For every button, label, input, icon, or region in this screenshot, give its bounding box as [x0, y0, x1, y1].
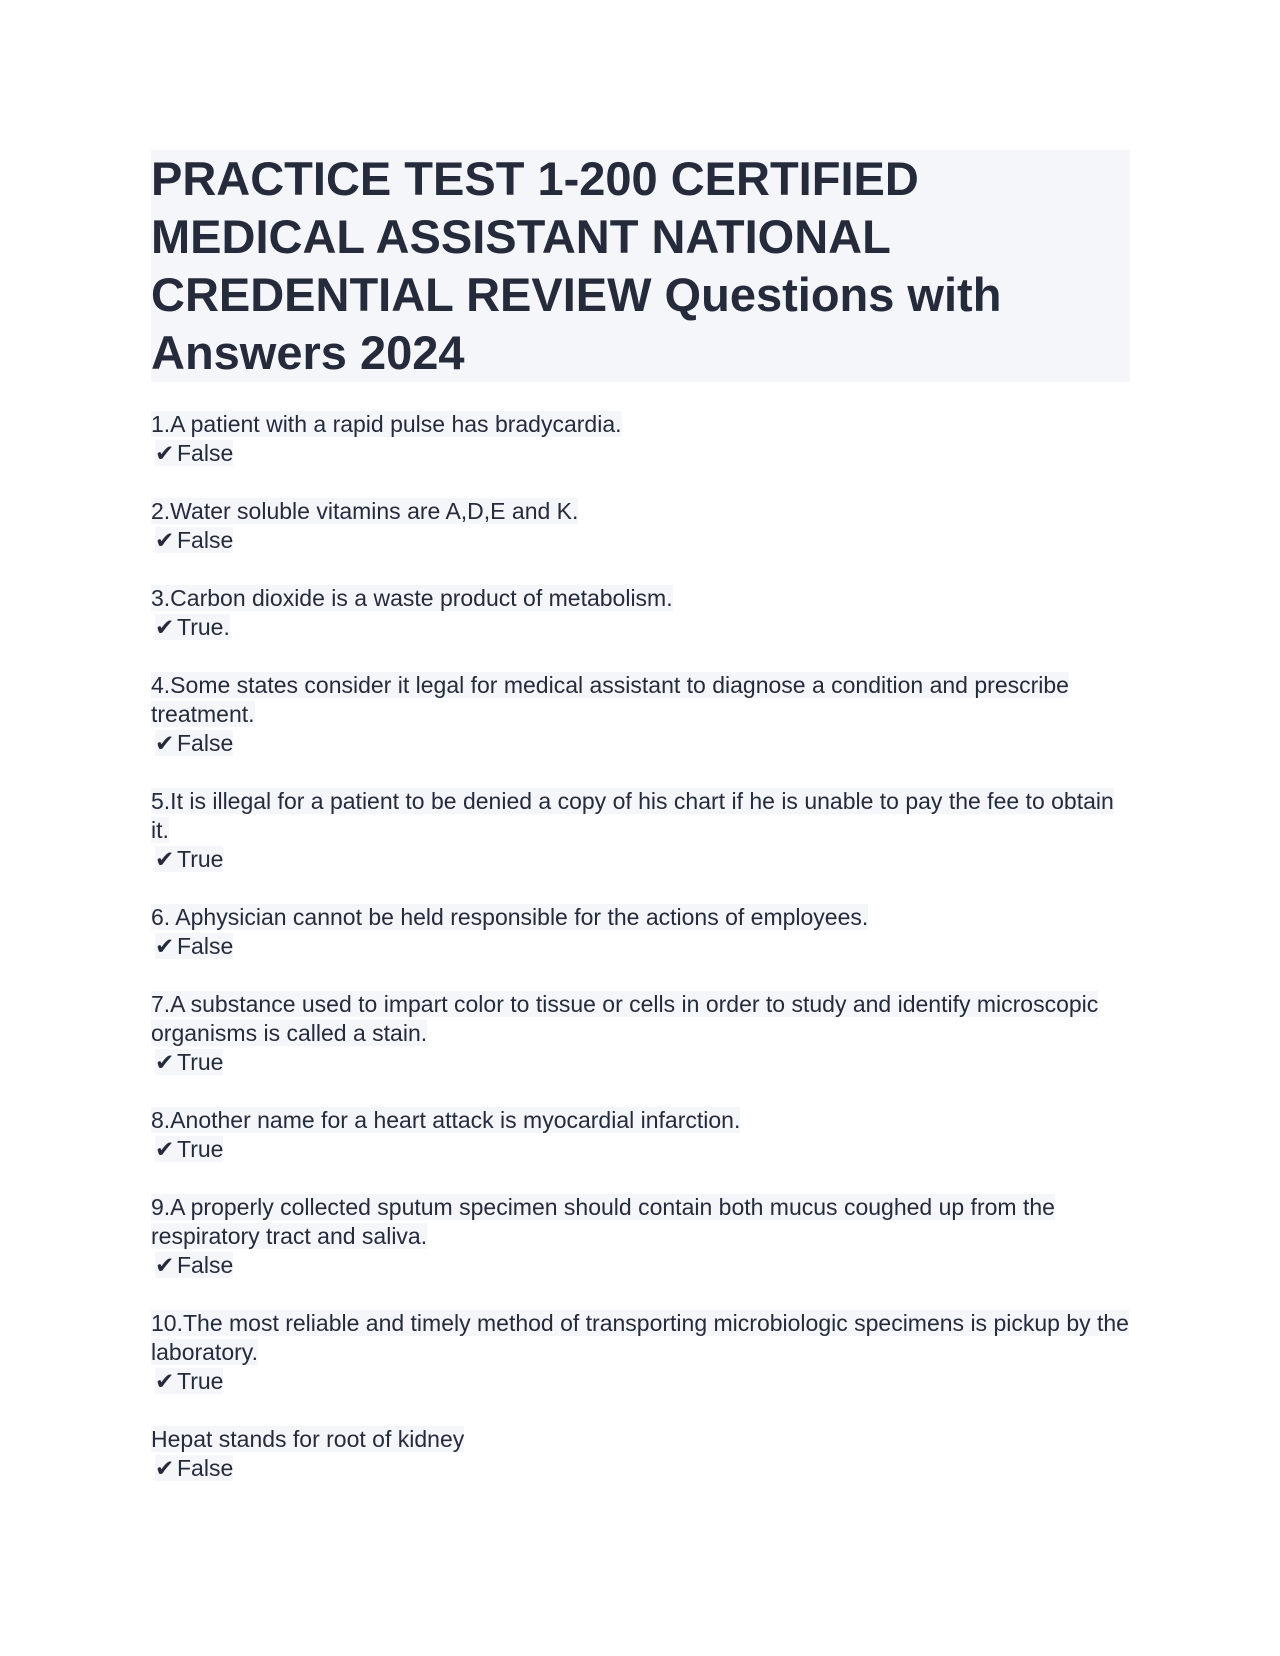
- answer-text: False: [177, 933, 234, 959]
- question-text: 2.Water soluble vitamins are A,D,E and K.: [151, 498, 579, 524]
- question-text: 10.The most reliable and timely method of transporting microbiologic specimens is pickup by the laboratory.: [151, 1310, 1129, 1365]
- question-text: 4.Some states consider it legal for medical assistant to diagnose a condition and prescribe treatment.: [151, 672, 1069, 727]
- checkmark-icon: ✔: [155, 1136, 175, 1162]
- title-block: [151, 150, 1130, 382]
- question-text: Hepat stands for root of kidney: [151, 1426, 465, 1452]
- answer-text: False: [177, 1455, 234, 1481]
- checkmark-icon: ✔: [155, 1252, 175, 1278]
- qa-item: [151, 1106, 1130, 1164]
- question-text: 7.A substance used to impart color to tissue or cells in order to study and identify microscopic organisms is called a stain.: [151, 991, 1099, 1046]
- answer-text: False: [177, 440, 234, 466]
- answer-text: False: [177, 1252, 234, 1278]
- checkmark-icon: ✔: [155, 1368, 175, 1394]
- answer-text: True: [177, 1136, 224, 1162]
- qa-item: [151, 671, 1130, 758]
- qa-item: [151, 787, 1130, 874]
- question-text: 6. Aphysician cannot be held responsible for the actions of employees.: [151, 904, 869, 930]
- question-text: 9.A properly collected sputum specimen should contain both mucus coughed up from the respiratory tract and saliva.: [151, 1194, 1055, 1249]
- checkmark-icon: ✔: [155, 614, 175, 640]
- checkmark-icon: ✔: [155, 440, 175, 466]
- qa-item: [151, 1425, 1130, 1483]
- checkmark-icon: ✔: [155, 846, 175, 872]
- question-text: 5.It is illegal for a patient to be denied a copy of his chart if he is unable to pay the fee to obtain it.: [151, 788, 1114, 843]
- qa-item: [151, 584, 1130, 642]
- answer-text: True: [177, 846, 224, 872]
- checkmark-icon: ✔: [155, 527, 175, 553]
- checkmark-icon: ✔: [155, 933, 175, 959]
- qa-list: [151, 410, 1130, 1483]
- qa-item: [151, 903, 1130, 961]
- document-title: PRACTICE TEST 1-200 CERTIFIED MEDICAL ASSISTANT NATIONAL CREDENTIAL REVIEW Questions with Answers 2024: [151, 152, 1002, 379]
- answer-text: True.: [177, 614, 230, 640]
- question-text: 1.A patient with a rapid pulse has bradycardia.: [151, 411, 622, 437]
- qa-item: [151, 990, 1130, 1077]
- answer-text: True: [177, 1049, 224, 1075]
- qa-item: [151, 1309, 1130, 1396]
- answer-text: True: [177, 1368, 224, 1394]
- answer-text: False: [177, 730, 234, 756]
- checkmark-icon: ✔: [155, 1049, 175, 1075]
- qa-item: [151, 410, 1130, 468]
- qa-item: [151, 497, 1130, 555]
- question-text: 3.Carbon dioxide is a waste product of metabolism.: [151, 585, 673, 611]
- document-page: [151, 150, 1130, 1512]
- checkmark-icon: ✔: [155, 730, 175, 756]
- answer-text: False: [177, 527, 234, 553]
- qa-item: [151, 1193, 1130, 1280]
- checkmark-icon: ✔: [155, 1455, 175, 1481]
- question-text: 8.Another name for a heart attack is myocardial infarction.: [151, 1107, 741, 1133]
